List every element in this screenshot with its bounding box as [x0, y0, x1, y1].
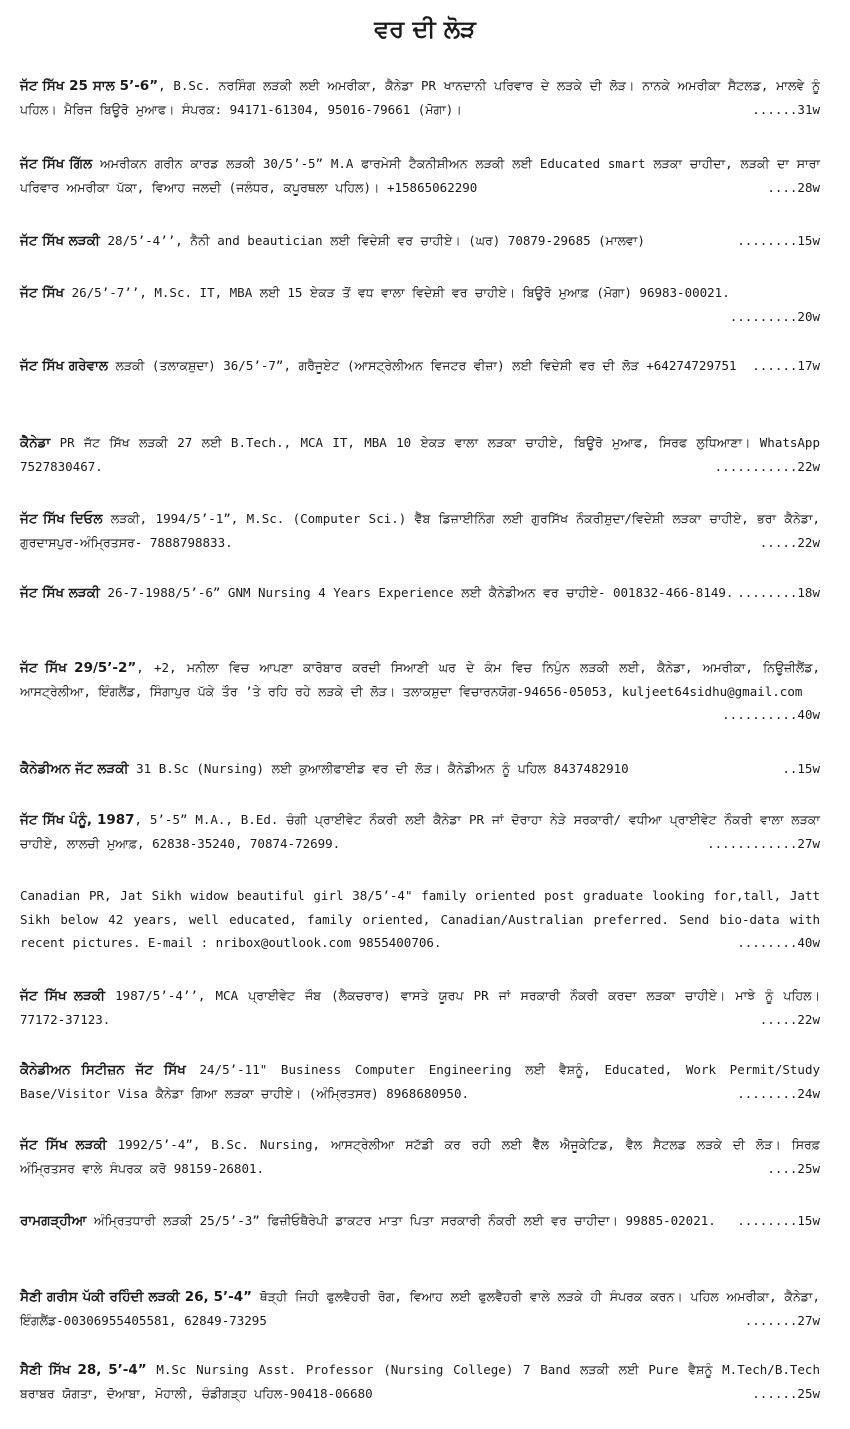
classified-ad — [20, 1358, 820, 1405]
ad-lead: ਜੱਟ ਸਿੱਖ ਗਰੇਵਾਲ — [20, 358, 108, 374]
classified-ad — [20, 281, 820, 328]
ad-lead: ਜੱਟ ਸਿੱਖ ਲੜਕੀ — [20, 585, 100, 601]
classified-ad — [20, 152, 820, 199]
ad-text: 31 B.Sc (Nursing) ਲਈ ਕੁਆਲੀਫਾਈਡ ਵਰ ਦੀ ਲੋੜ। ਕੈਨੇਡੀਅਨ ਨੂੰ ਪਹਿਲ 8437482910 — [128, 761, 629, 776]
ad-text: Canadian PR, Jat Sikh widow beautiful girl 38/5’-4" family oriented post graduate looking for,tall, Jatt Sikh below 42 years, well educated, family oriented, Canadian/Australian preferred. Send bio-data with recent pictures. E-mail : nribox@outlook.com 9855400706. — [20, 888, 820, 950]
ad-text: PR ਜੱਟ ਸਿੱਖ ਲੜਕੀ 27 ਲਈ B.Tech., MCA IT, MBA 10 ਏਕੜ ਵਾਲਾ ਲੜਕਾ ਚਾਹੀਏ, ਬਿਊਰੋ ਮੁਆਫ, ਸਿਰਫ ਲੁਧਿਆਣਾ। WhatsApp 7527830467. — [20, 435, 820, 474]
ad-text: ਥੋੜ੍ਹੀ ਜਿਹੀ ਫੁਲਵੈਹਰੀ ਰੋਗ, ਵਿਆਹ ਲਈ ਫੁਲਵੈਹਰੀ ਵਾਲੇ ਲੜਕੇ ਹੀ ਸੰਪਰਕ ਕਰਨ। ਪਹਿਲ ਅਮਰੀਕਾ, ਕੈਨੇਡਾ, ਇੰਗਲੈਂਡ-00306955405581, 62849-73295 — [20, 1289, 820, 1328]
ad-code: ........24w — [737, 1086, 820, 1101]
ad-text: 24/5’-11" Business Computer Engineering ਲਈ ਵੈਸ਼ਨੂੰ, Educated, Work Permit/Study Base/Visitor Visa ਕੈਨੇਡਾ ਗਿਆ ਲੜਕਾ ਚਾਹੀਏ। (ਅੰਮ੍ਰਿਤਸਰ) 8968680950. — [20, 1062, 820, 1101]
ad-lead: ਸੈਣੀ ਸਿੱਖ 28, 5’-4” — [20, 1362, 147, 1378]
ad-text: 28/5’-4’’, ਨੈਨੀ and beautician ਲਈ ਵਿਦੇਸ਼ੀ ਵਰ ਚਾਹੀਏ। (ਘਰ) 70879-29685 (ਮਾਲਵਾ) — [99, 233, 645, 248]
ad-text: 26-7-1988/5’-6” GNM Nursing 4 Years Experience ਲਈ ਕੈਨੇਡੀਅਨ ਵਰ ਚਾਹੀਏ- 001832-466-8149. — [99, 585, 734, 600]
ad-text: 26/5’-7’’, M.Sc. IT, MBA ਲਈ 15 ਏਕੜ ਤੋਂ ਵਧ ਵਾਲਾ ਵਿਦੇਸ਼ੀ ਵਰ ਚਾਹੀਏ। ਬਿਊਰੋ ਮੁਆਫ਼ (ਮੋਗਾ) 96983-00021. — [64, 285, 730, 300]
ad-lead: ਕੈਨੇਡਾ — [20, 435, 51, 451]
ad-code: ..15w — [782, 761, 820, 776]
ad-code: ........40w — [737, 935, 820, 950]
classified-ad — [20, 757, 820, 781]
ad-text: ਲੜਕੀ, 1994/5’-1”, M.Sc. (Computer Sci.) ਵੈੱਬ ਡਿਜ਼ਾਈਨਿੰਗ ਲਈ ਗੁਰਸਿੱਖ ਨੌਕਰੀਸ਼ੁਦਾ/ਵਿਦੇਸ਼ੀ ਲੜਕਾ ਚਾਹੀਏ, ਭਰਾ ਕੈਨੇਡਾ, ਗੁਰਦਾਸਪੁਰ-ਅੰਮ੍ਰਿਤਸਰ- 7888798833. — [20, 511, 820, 550]
ad-lead: ਜੱਟ ਸਿੱਖ ਪੰਨੂੰ, 1987 — [20, 812, 135, 828]
ad-lead: ਰਾਮਗੜ੍ਹੀਆ — [20, 1213, 87, 1229]
ad-text: ਲੜਕੀ (ਤਲਾਕਸ਼ੁਦਾ) 36/5’-7”, ਗਰੈਜੂਏਟ (ਆਸਟ੍ਰੇਲੀਅਨ ਵਿਜਟਰ ਵੀਜ਼ਾ) ਲਈ ਵਿਦੇਸ਼ੀ ਵਰ ਦੀ ਲੋੜ +64274729751 — [107, 358, 737, 373]
ad-lead: ਜੱਟ ਸਿੱਖ ਦਿਓਲ — [20, 511, 103, 527]
ad-text: , B.Sc. ਨਰਸਿੰਗ ਲੜਕੀ ਲਈ ਅਮਰੀਕਾ, ਕੈਨੇਡਾ PR ਖਾਨਦਾਨੀ ਪਰਿਵਾਰ ਦੇ ਲੜਕੇ ਦੀ ਲੋੜ। ਨਾਨਕੇ ਅਮਰੀਕਾ ਸੈਟਲਡ, ਮਾਲਵੇ ਨੂੰ ਪਹਿਲ। ਮੈਰਿਜ ਬਿਊਰੋ ਮੁਆਫ। ਸੰਪਰਕ: 94171-61304, 95016-79661 (ਮੋਗਾ)। — [20, 78, 820, 117]
classified-ad — [20, 229, 820, 253]
ad-lead: ਜੱਟ ਸਿੱਖ ਲੜਕੀ — [20, 1137, 107, 1153]
classified-ad — [20, 884, 820, 954]
classified-ad — [20, 1058, 820, 1105]
ad-lead: ਜੱਟ ਸਿੱਖ — [20, 285, 65, 301]
classified-ad — [20, 1133, 820, 1180]
ad-lead: ਜੱਟ ਸਿੱਖ 29/5’-2” — [20, 660, 137, 676]
classified-ad — [20, 74, 820, 121]
ad-lead: ਸੈਣੀ ਗਰੀਸ ਪੱਕੀ ਰਹਿੰਦੀ ਲੜਕੀ 26, 5’-4” — [20, 1289, 252, 1305]
ad-lead: ਜੱਟ ਸਿੱਖ ਗਿੱਲ — [20, 156, 93, 172]
classified-ad — [20, 984, 820, 1031]
ad-code: ......17w — [752, 358, 820, 373]
ad-lead: ਕੈਨੇਡੀਅਨ ਜੱਟ ਲੜਕੀ — [20, 761, 129, 777]
page-title: ਵਰ ਦੀ ਲੋੜ — [374, 15, 476, 43]
classified-ad — [20, 656, 820, 726]
ad-lead: ਜੱਟ ਸਿੱਖ ਲੜਕੀ — [20, 988, 106, 1004]
ad-lead: ਜੱਟ ਸਿੱਖ ਲੜਕੀ — [20, 233, 100, 249]
classified-ad — [20, 1209, 820, 1233]
ad-code: ...........22w — [714, 459, 820, 474]
ad-text: 1987/5’-4’’, MCA ਪ੍ਰਾਈਵੇਟ ਜੌਬ (ਲੈਕਚਰਾਰ) ਵਾਸਤੇ ਯੂਰਪ PR ਜਾਂ ਸਰਕਾਰੀ ਨੌਕਰੀ ਕਰਦਾ ਲੜਕਾ ਚਾਹੀਏ। ਮਾਝੇ ਨੂੰ ਪਹਿਲ। 77172-37123. — [20, 988, 820, 1027]
ad-code: ......31w — [752, 102, 820, 117]
ad-code: ........15w — [737, 1213, 820, 1228]
classified-ad — [20, 581, 820, 605]
ad-text: , 5’-5” M.A., B.Ed. ਚੰਗੀ ਪ੍ਰਾਈਵੇਟ ਨੌਕਰੀ ਲਈ ਕੈਨੇਡਾ PR ਜਾਂ ਦੋਰਾਹਾ ਨੇੜੇ ਸਰਕਾਰੀ/ ਵਧੀਆ ਪ੍ਰਾਈਵੇਟ ਨੌਕਰੀ ਵਾਲਾ ਲੜਕਾ ਚਾਹੀਏ, ਲਾਲਚੀ ਮੁਆਫ਼, 62838-35240, 70874-72699. — [20, 812, 820, 851]
ad-code: ..........40w — [722, 707, 820, 722]
ad-code: ....25w — [767, 1161, 820, 1176]
classified-ad — [20, 808, 820, 855]
ad-text: ਅੰਮ੍ਰਿਤਧਾਰੀ ਲੜਕੀ 25/5’-3” ਫਿਜ਼ੀਓਥੈਰੇਪੀ ਡਾਕਟਰ ਮਾਤਾ ਪਿਤਾ ਸਰਕਾਰੀ ਨੌਕਰੀ ਲਈ ਵਰ ਚਾਹੀਦਾ। 99885-02021. — [86, 1213, 716, 1228]
ad-code: .......27w — [744, 1313, 820, 1328]
ad-text: M.Sc Nursing Asst. Professor (Nursing College) 7 Band ਲੜਕੀ ਲਈ Pure ਵੈਸ਼ਨੂੰ M.Tech/B.Tech ਬਰਾਬਰ ਯੋਗਤਾ, ਦੋਆਬਾ, ਮੋਹਾਲੀ, ਚੰਡੀਗੜ੍ਹ ਪਹਿਲ-90418-06680 — [20, 1362, 820, 1401]
ad-text: 1992/5’-4”, B.Sc. Nursing, ਆਸਟ੍ਰੇਲੀਆ ਸਟੱਡੀ ਕਰ ਰਹੀ ਲਈ ਵੈੱਲ ਐਜੂਕੇਟਿਡ, ਵੈਲ ਸੈਟਲਡ ਲੜਕੇ ਦੀ ਲੋੜ। ਸਿਰਫ਼ ਅੰਮ੍ਰਿਤਸਰ ਵਾਲੇ ਸੰਪਰਕ ਕਰੋ 98159-26801. — [20, 1137, 821, 1176]
ad-code: ......25w — [752, 1386, 820, 1401]
ad-code: ....28w — [767, 180, 820, 195]
ad-lead: ਜੱਟ ਸਿੱਖ 25 ਸਾਲ 5’-6” — [20, 78, 159, 94]
ad-code: ........18w — [737, 585, 820, 600]
classified-ad — [20, 507, 820, 554]
ad-code: .....22w — [759, 535, 820, 550]
ad-code: .........20w — [729, 309, 820, 324]
ad-text: , +2, ਮਨੀਲਾ ਵਿਚ ਆਪਣਾ ਕਾਰੋਬਾਰ ਕਰਦੀ ਸਿਆਣੀ ਘਰ ਦੇ ਕੰਮ ਵਿਚ ਨਿਪੁੰਨ ਲੜਕੀ ਲਈ, ਕੈਨੇਡਾ, ਅਮਰੀਕਾ, ਨਿਊਜ਼ੀਲੈਂਡ, ਆਸਟ੍ਰੇਲੀਆ, ਇੰਗਲੈਂਡ, ਸਿੰਗਾਪੁਰ ਪੱਕੇ ਤੌਰ ’ਤੇ ਰਹਿ ਰਹੇ ਲੜਕੇ ਦੀ ਲੋੜ। ਤਲਾਕਸ਼ੁਦਾ ਵਿਚਾਰਨਯੋਗ-94656-05053, kuljeet64sidhu@gmail.com — [20, 660, 820, 699]
ad-code: .....22w — [759, 1012, 820, 1027]
ad-text: ਅਮਰੀਕਨ ਗਰੀਨ ਕਾਰਡ ਲੜਕੀ 30/5’-5” M.A ਫਾਰਮੇਸੀ ਟੈਕਨੀਸ਼ੀਅਨ ਲੜਕੀ ਲਈ Educated smart ਲੜਕਾ ਚਾਹੀਦਾ, ਲੜਕੀ ਦਾ ਸਾਰਾ ਪਰਿਵਾਰ ਅਮਰੀਕਾ ਪੱਕਾ, ਵਿਆਹ ਜਲਦੀ (ਜਲੰਧਰ, ਕਪੂਰਥਲਾ ਪਹਿਲ)। +15865062290 — [20, 156, 820, 195]
classified-ad — [20, 1285, 820, 1332]
classified-ad — [20, 354, 820, 378]
ad-code: ........15w — [737, 233, 820, 248]
ad-lead: ਕੈਨੇਡੀਅਨ ਸਿਟੀਜ਼ਨ ਜੱਟ ਸਿੱਖ — [20, 1062, 186, 1078]
ad-code: ............27w — [707, 836, 820, 851]
classified-ad — [20, 431, 820, 478]
